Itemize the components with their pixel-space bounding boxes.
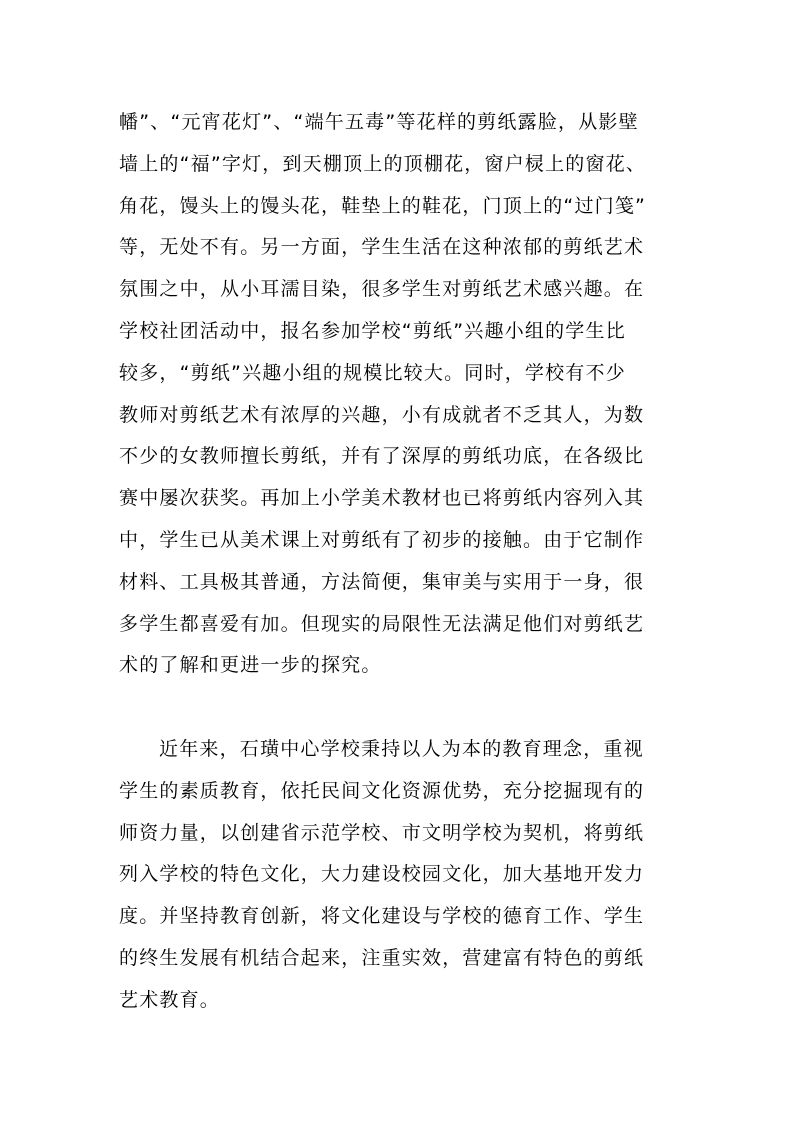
paragraph-line: 度。并坚持教育创新，将文化建设与学校的德育工作、学生 bbox=[119, 905, 645, 928]
paragraph-line: 近年来，石璜中心学校秉持以人为本的教育理念，重视 bbox=[159, 738, 644, 760]
paragraph-line: 较多，“剪纸”兴趣小组的规模比较大。同时，学校有不少 bbox=[119, 361, 626, 384]
paragraph-line: 的终生发展有机结合起来，注重实效，营建富有特色的剪纸 bbox=[119, 946, 645, 969]
paragraph-line: 氛围之中，从小耳濡目染，很多学生对剪纸艺术感兴趣。在 bbox=[119, 278, 645, 301]
paragraph-line: 等，无处不有。另一方面，学生生活在这种浓郁的剪纸艺术 bbox=[119, 236, 645, 259]
paragraph-line: 教师对剪纸艺术有浓厚的兴趣，小有成就者不乏其人，为数 bbox=[119, 403, 645, 426]
paragraph-2 bbox=[119, 729, 679, 1022]
paragraph-line: 不少的女教师擅长剪纸，并有了深厚的剪纸功底，在各级比 bbox=[119, 445, 645, 468]
paragraph-line: 列入学校的特色文化，大力建设校园文化，加大基地开发力 bbox=[119, 863, 645, 886]
paragraph-line: 中，学生已从美术课上对剪纸有了初步的接触。由于它制作 bbox=[119, 528, 645, 551]
paragraph-line: 学校社团活动中，报名参加学校“剪纸”兴趣小组的学生比 bbox=[119, 319, 626, 342]
paragraph-line: 学生的素质教育，依托民间文化资源优势，充分挖掘现有的 bbox=[119, 779, 645, 802]
paragraph-line: 角花，馒头上的馒头花，鞋垫上的鞋花，门顶上的“过门笺” bbox=[119, 194, 647, 217]
paragraph-line: 墙上的“福”字灯，到天棚顶上的顶棚花，窗户棂上的窗花、 bbox=[119, 152, 647, 175]
paragraph-line: 师资力量，以创建省示范学校、市文明学校为契机，将剪纸 bbox=[119, 821, 645, 844]
paragraph-line: 幡”、“元宵花灯”、“端午五毒”等花样的剪纸露脸，从影壁 bbox=[119, 111, 639, 133]
paragraph-line: 材料、工具极其普通，方法简便，集审美与实用于一身，很 bbox=[119, 570, 645, 593]
paragraph-line: 术的了解和更进一步的探究。 bbox=[119, 654, 382, 677]
paragraph-line: 赛中屡次获奖。再加上小学美术教材也已将剪纸内容列入其 bbox=[119, 487, 645, 510]
paragraph-1 bbox=[119, 102, 679, 687]
paragraph-line: 艺术教育。 bbox=[119, 988, 221, 1011]
paragraph-line: 多学生都喜爱有加。但现实的局限性无法满足他们对剪纸艺 bbox=[119, 612, 645, 635]
